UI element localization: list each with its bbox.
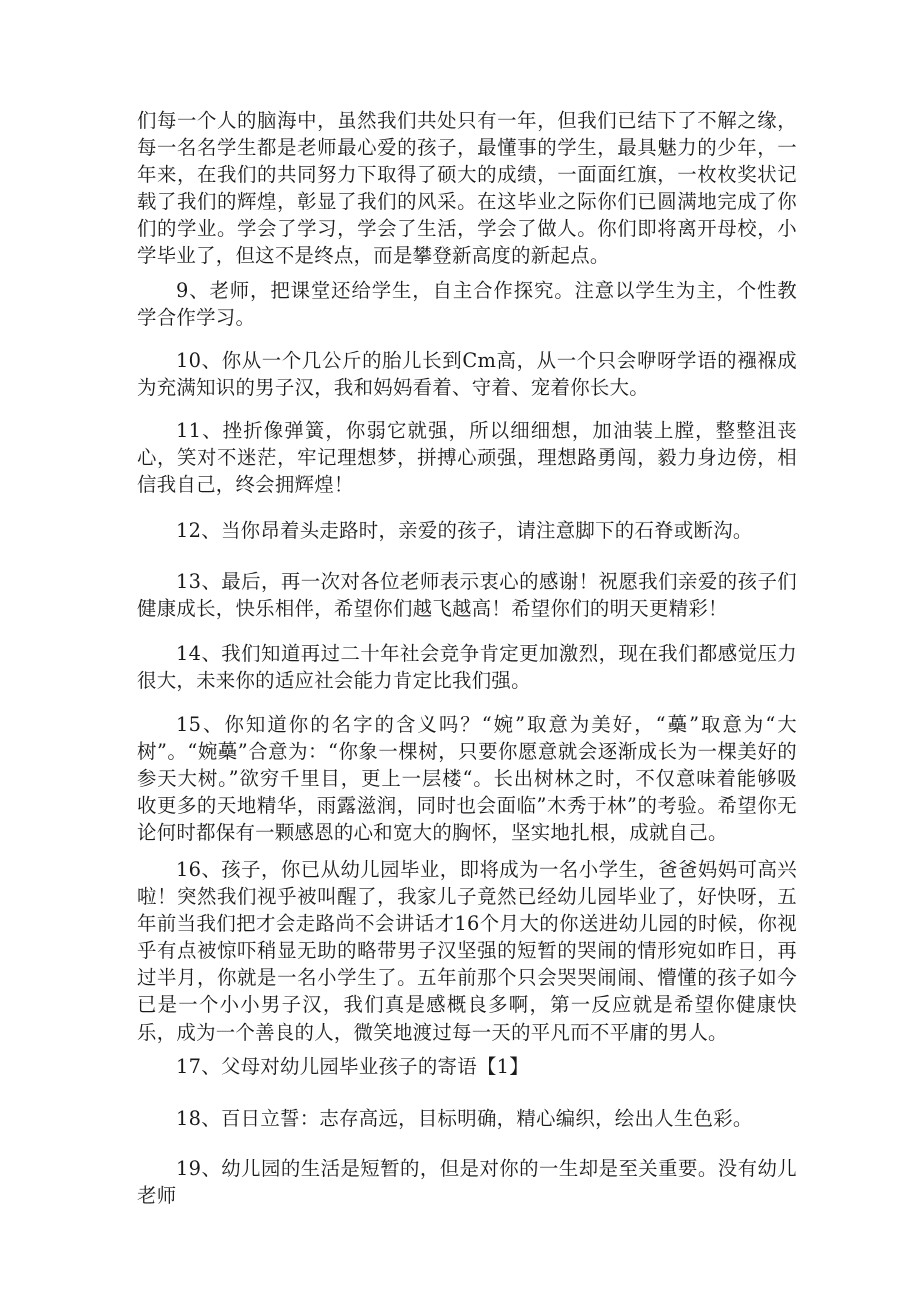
paragraph-item-9: 9、老师，把课堂还给学生，自主合作探究。注意以学生为主，个性教学合作学习。 [137,279,797,330]
paragraph-item-13: 13、最后，再一次对各位老师表示衷心的感谢！祝愿我们亲爱的孩子们健康成长，快乐相伴，希望你们越飞越高！希望你们的明天更精彩！ [137,570,797,621]
paragraph-item-12: 12、当你昂着头走路时，亲爱的孩子，请注意脚下的石脊或断沟。 [176,519,753,542]
paragraph-item-18: 18、百日立誓：志存高远，目标明确，精心编织，绘出人生色彩。 [176,1107,753,1130]
paragraph-item-17: 17、父母对幼儿园毕业孩子的寄语【1】 [176,1055,529,1078]
paragraph-item-10: 10、你从一个几公斤的胎儿长到Cm高，从一个只会咿呀学语的襁褓成为充满知识的男子汉，我和妈妈看着、守着、宠着你长大。 [137,349,797,400]
paragraph-item-15: 15、你知道你的名字的含义吗？“婉”取意为美好，“蘽”取意为“大树”。“婉蘽”合意为：“你象一棵树，只要你愿意就会逐渐成长为一棵美好的参天大树。”欲穷千里目，更上一层楼“。长出树林之时，不仅意味着能够吸收更多的天地精华，雨露滋润，同时也会面临”木秀于林”的考验。希望你无论何时都保有一颗感恩的心和宽大的胸怀，坚实地扎根，成就自己。 [137,713,797,845]
paragraph-item-19: 19、幼儿园的生活是短暂的，但是对你的一生却是至关重要。没有幼儿老师 [137,1157,797,1208]
paragraph-item-16: 16、孩子，你已从幼儿园毕业，即将成为一名小学生，爸爸妈妈可高兴啦！突然我们视乎被叫醒了，我家儿子竟然已经幼儿园毕业了，好快呀，五年前当我们把才会走路尚不会讲话才16个月大的你送进幼儿园的时候，你视乎有点被惊吓稍显无助的略带男子汉坚强的短暂的哭闹的情形宛如昨日，再过半月，你就是一名小学生了。五年前那个只会哭哭闹闹、懵懂的孩子如今已是一个小小男子汉，我们真是感概良多啊，第一反应就是希望你健康快乐，成为一个善良的人，微笑地渡过每一天的平凡而不平庸的男人。 [137,858,797,1044]
paragraph-continuation: 们每一个人的脑海中，虽然我们共处只有一年，但我们已结下了不解之缘，每一名名学生都是老师最心爱的孩子，最懂事的学生，最具魅力的少年，一年来，在我们的共同努力下取得了硕大的成绩，一面面红旗，一枚枚奖状记载了我们的辉煌，彰显了我们的风采。在这毕业之际你们已圆满地完成了你们的学业。学会了学习，学会了生活，学会了做人。你们即将离开母校，小学毕业了，但这不是终点，而是攀登新高度的新起点。 [137,109,797,268]
paragraph-item-14: 14、我们知道再过二十年社会竞争肯定更加激烈，现在我们都感觉压力很大，未来你的适应社会能力肯定比我们强。 [137,642,797,693]
paragraph-item-11: 11、挫折像弹簧，你弱它就强，所以细细想，加油装上膛，整整沮丧心，笑对不迷茫，牢记理想梦，拼搏心顽强，理想路勇闯，毅力身边傍，相信我自己，终会拥辉煌！ [137,419,797,497]
